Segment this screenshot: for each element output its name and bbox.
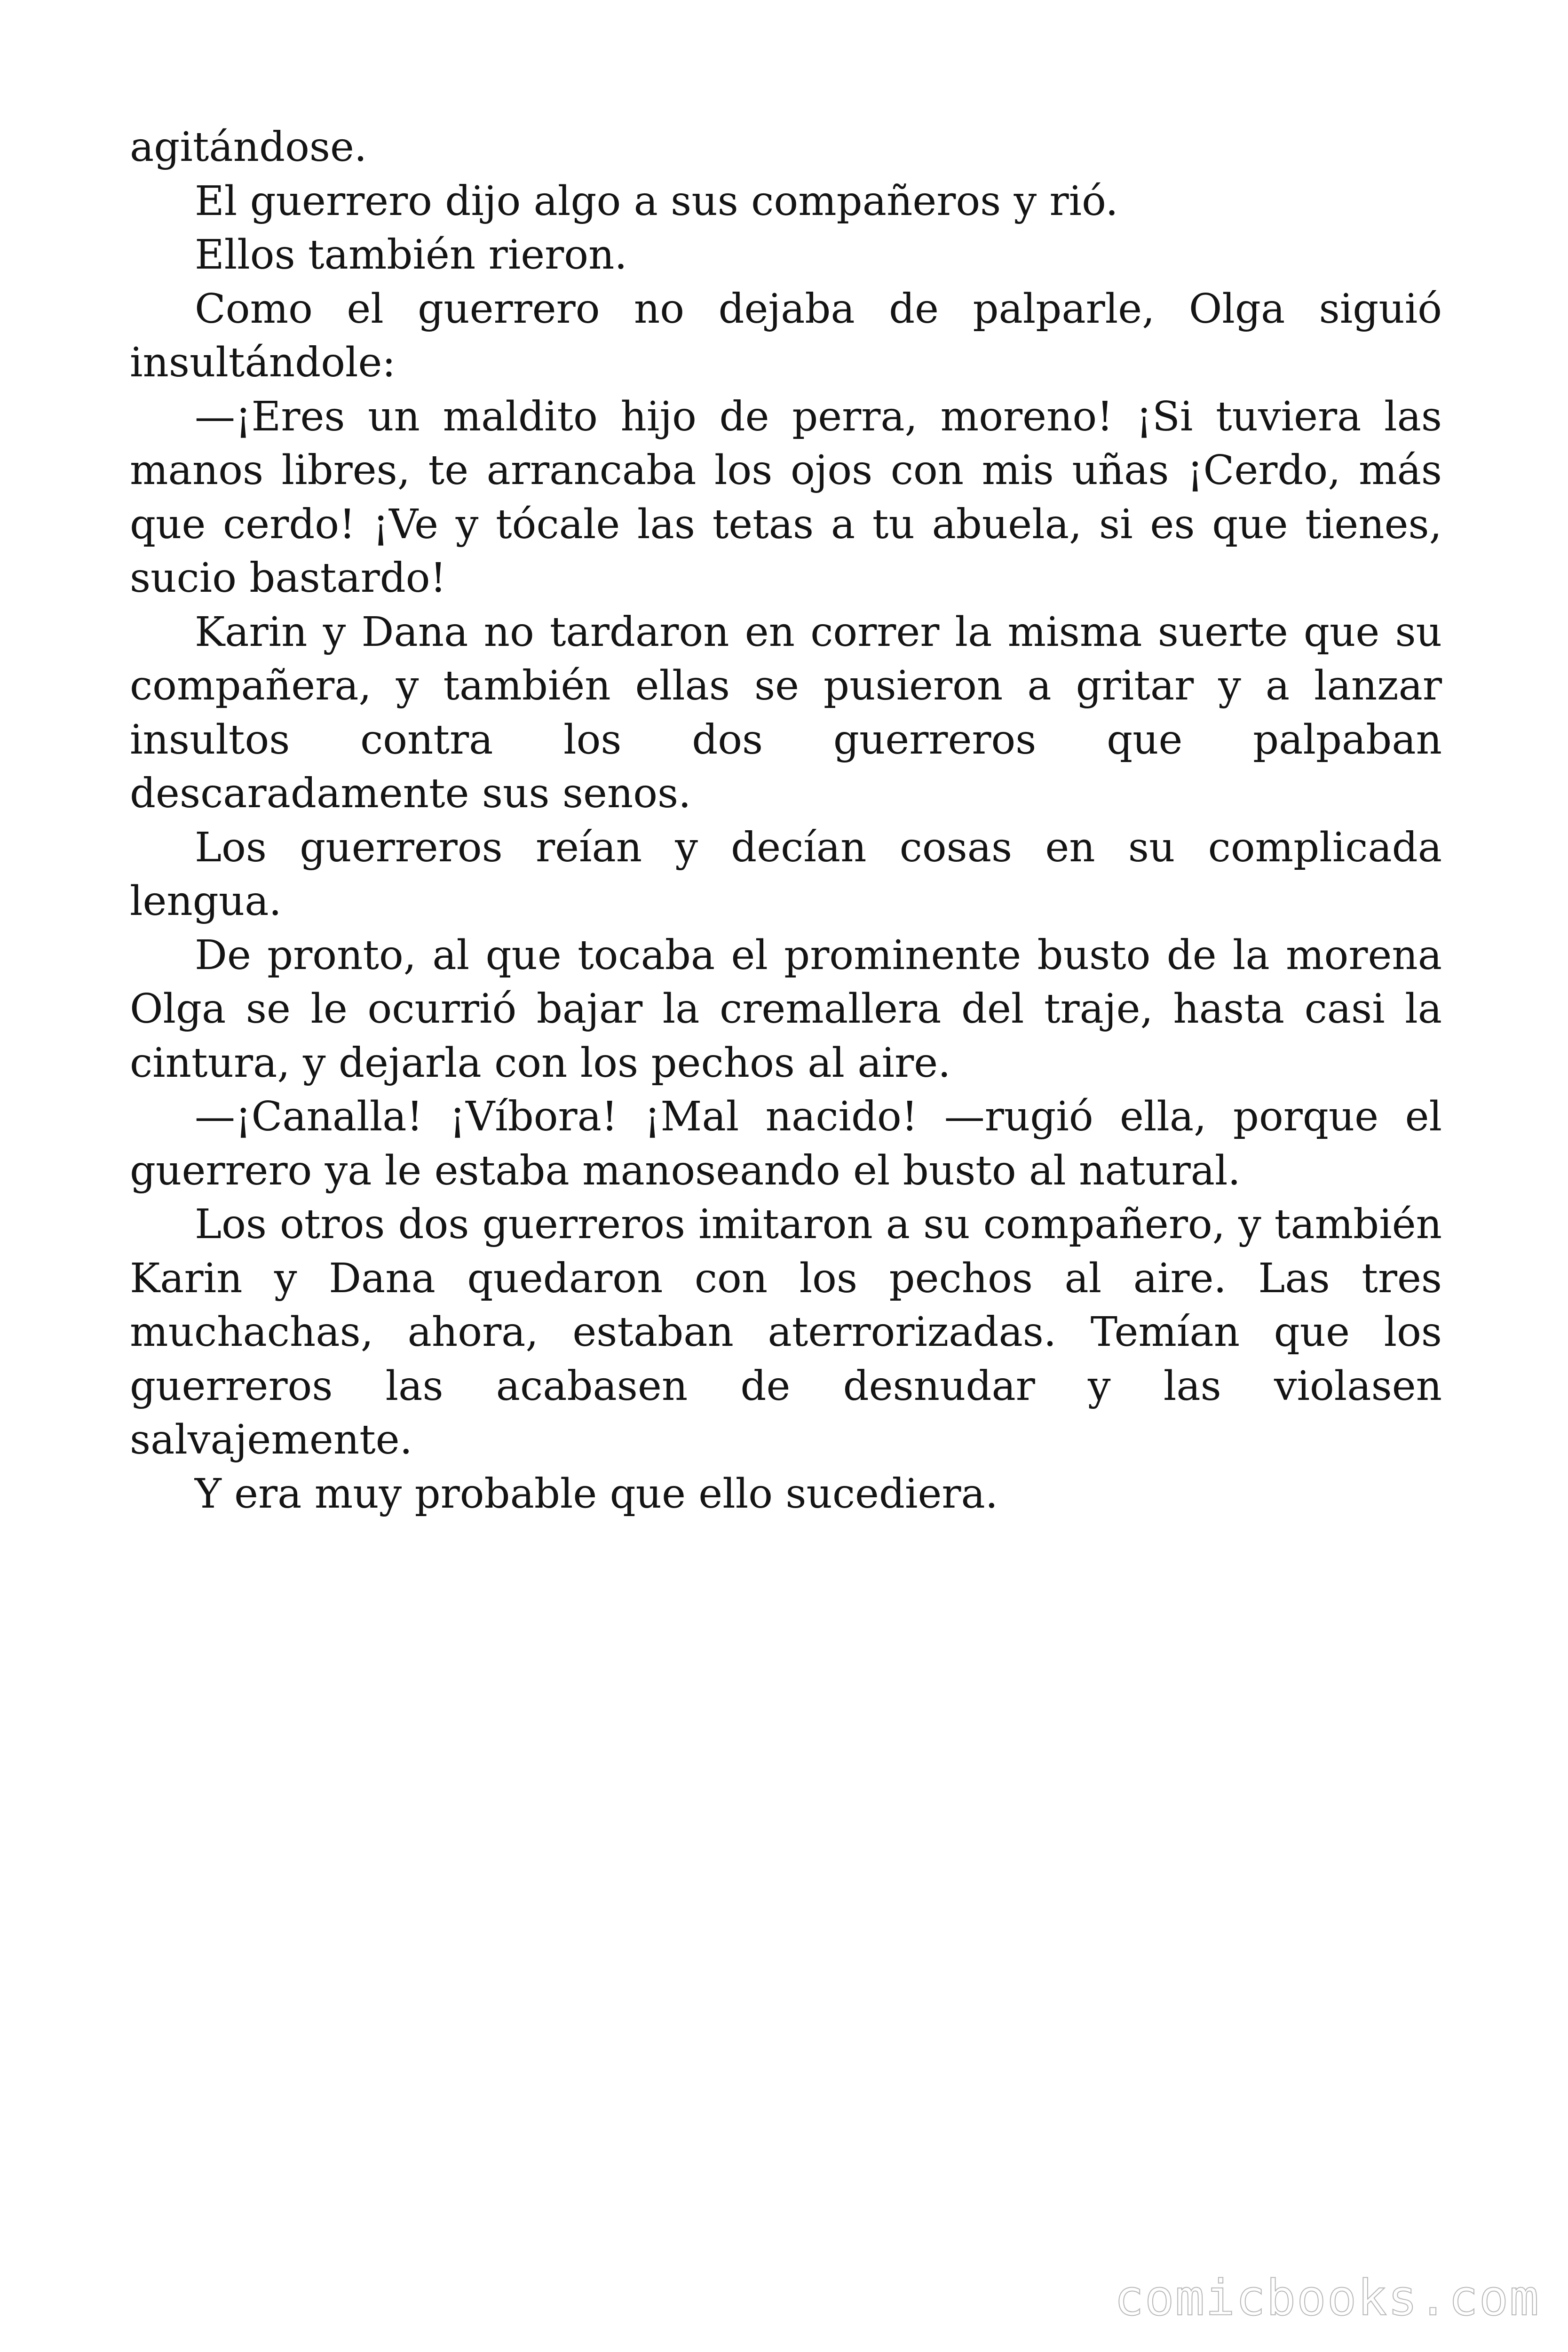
paragraph: De pronto, al que tocaba el prominente busto de la morena Olga se le ocurrió bajar la cremallera del traje, hasta casi la cintura, y dejarla con los pechos al aire. — [130, 931, 1442, 1087]
paragraph: Como el guerrero no dejaba de palparle, Olga siguió insultándole: — [130, 285, 1442, 386]
paragraph: Y era muy probable que ello sucediera. — [195, 1470, 998, 1518]
paragraph: Los otros dos guerreros imitaron a su compañero, y también Karin y Dana quedaron con los pechos al aire. Las tres muchachas, ahora, estaban aterrorizadas. Temían que los guerreros las acabasen de desnudar y las violasen salvajemente. — [130, 1201, 1442, 1463]
paragraph: Karin y Dana no tardaron en correr la misma suerte que su compañera, y también ellas se pusieron a gritar y a lanzar insultos contra los dos guerreros que palpaban descaradamente sus senos. — [130, 608, 1442, 817]
watermark: comicbooks.com — [1114, 2269, 1540, 2327]
paragraph: agitándose. — [130, 124, 367, 171]
paragraph: —¡Eres un maldito hijo de perra, moreno! ¡Si tuviera las manos libres, te arrancaba los ojos con mis uñas ¡Cerdo, más que cerdo! ¡Ve y tócale las tetas a tu abuela, si es que tienes, sucio bastardo! — [130, 393, 1442, 602]
body-text — [130, 120, 1442, 1521]
paragraph: Ellos también rieron. — [195, 231, 627, 278]
paragraph: —¡Canalla! ¡Víbora! ¡Mal nacido! —rugió ella, porque el guerrero ya le estaba manoseando el busto al natural. — [130, 1093, 1442, 1194]
paragraph: El guerrero dijo algo a sus compañeros y rió. — [195, 177, 1118, 225]
paragraph: Los guerreros reían y decían cosas en su complicada lengua. — [130, 824, 1442, 925]
